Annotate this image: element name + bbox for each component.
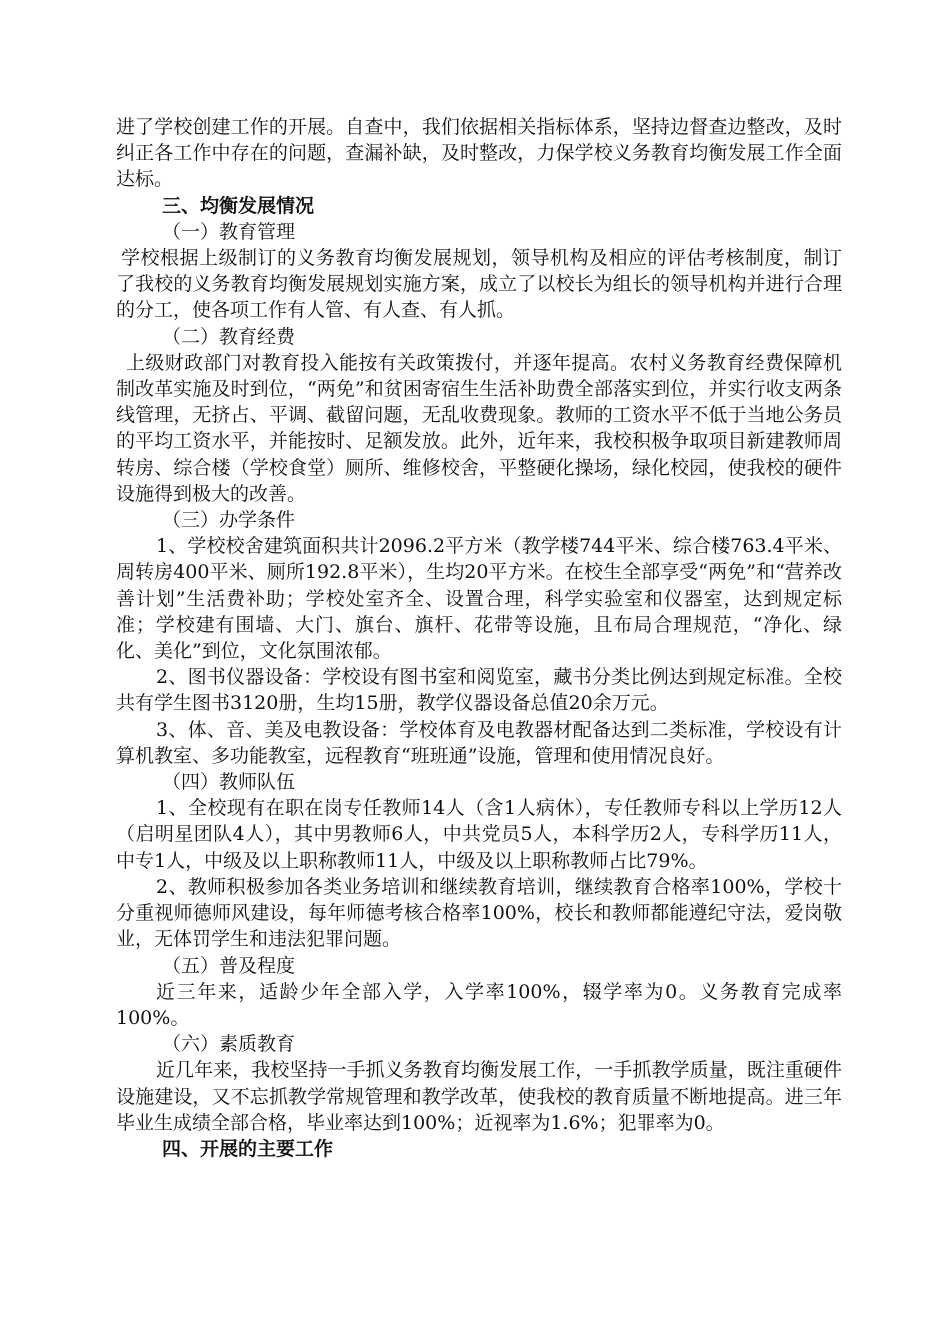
subheading-enrollment: （五）普及程度 xyxy=(162,954,296,977)
paragraph-education-funding: 上级财政部门对教育投入能按有关政策拨付，并逐年提高。农村义务教育经费保障机制改革实施及时到位，“两免”和贫困寄宿生生活补助费全部落实到位，并实行收支两条线管理，无挤占、平调、截留问题，无乱收费现象。教师的工资水平不低于当地公务员的平均工资水平，并能按时、足额发放。此外，近年来，我校积极争取项目新建教师周转房、综合楼（学校食堂）厕所、维修校舍，平整硬化操场，绿化校园，使我校的硬件设施得到极大的改善。 xyxy=(116,351,842,505)
paragraph-intro-continuation: 进了学校创建工作的开展。自查中，我们依据相关指标体系，坚持边督查边整改，及时纠正各工作中存在的问题，查漏补缺，及时整改，力保学校义务教育均衡发展工作全面达标。 xyxy=(116,116,842,191)
paragraph-education-management: 学校根据上级制订的义务教育均衡发展规划，领导机构及相应的评估考核制度，制订了我校的义务教育均衡发展规划实施方案，成立了以校长为组长的领导机构并进行合理的分工，使各项工作有人管、有人查、有人抓。 xyxy=(116,247,842,322)
paragraph-quality-education: 近几年来，我校坚持一手抓义务教育均衡发展工作，一手抓教学质量，既注重硬件设施建设，又不忘抓教学常规管理和教学改革，使我校的教育质量不断地提高。进三年毕业生成绩全部合格，毕业率达到100%；近视率为1.6%；犯罪率为0。 xyxy=(116,1059,842,1134)
paragraph-enrollment: 近三年来，适龄少年全部入学，入学率100%，辍学率为0。义务教育完成率100%。 xyxy=(116,980,842,1029)
section-heading-4: 四、开展的主要工作 xyxy=(162,1137,334,1160)
subheading-teaching-staff: （四）教师队伍 xyxy=(162,771,296,794)
paragraph-school-buildings: 1、学校校舍建筑面积共计2096.2平方米（教学楼744平米、综合楼763.4平米、周转房400平米、厕所192.8平米），生均20平方米。在校生全部享受“两免”和“营养改善计划”生活费补助；学校处室齐全、设置合理，科学实验室和仪器室，达到规定标准；学校建有围墙、大门、旗台、旗杆、花带等设施，且布局合理规范，“净化、绿化、美化”到位，文化氛围浓郁。 xyxy=(116,535,842,663)
section-heading-3: 三、均衡发展情况 xyxy=(162,194,315,217)
subheading-education-funding: （二）教育经费 xyxy=(162,325,296,348)
subheading-school-conditions: （三）办学条件 xyxy=(162,509,296,532)
paragraph-pe-music-art-equipment: 3、体、音、美及电教设备：学校体育及电教器材配备达到二类标准，学校设有计算机教室、多功能教室，远程教育“班班通”设施，管理和使用情况良好。 xyxy=(116,718,842,767)
paragraph-teacher-statistics: 1、全校现有在职在岗专任教师14人（含1人病休），专任教师专科以上学历12人（启明星团队4人），其中男教师6人，中共党员5人，本科学历2人，专科学历11人，中专1人，中级及以上职称教师11人，中级及以上职称教师占比79%。 xyxy=(116,797,842,872)
document-body xyxy=(116,114,842,1162)
paragraph-library-equipment: 2、图书仪器设备：学校设有图书室和阅览室，藏书分类比例达到规定标准。全校共有学生图书3120册，生均15册，教学仪器设备总值20余万元。 xyxy=(116,666,842,715)
paragraph-teacher-training: 2、教师积极参加各类业务培训和继续教育培训，继续教育合格率100%，学校十分重视师德师风建设，每年师德考核合格率100%，校长和教师都能遵纪守法，爱岗敬业，无体罚学生和违法犯罪问题。 xyxy=(116,875,842,951)
subheading-education-management: （一）教育管理 xyxy=(162,220,296,243)
subheading-quality-education: （六）素质教育 xyxy=(162,1033,296,1056)
